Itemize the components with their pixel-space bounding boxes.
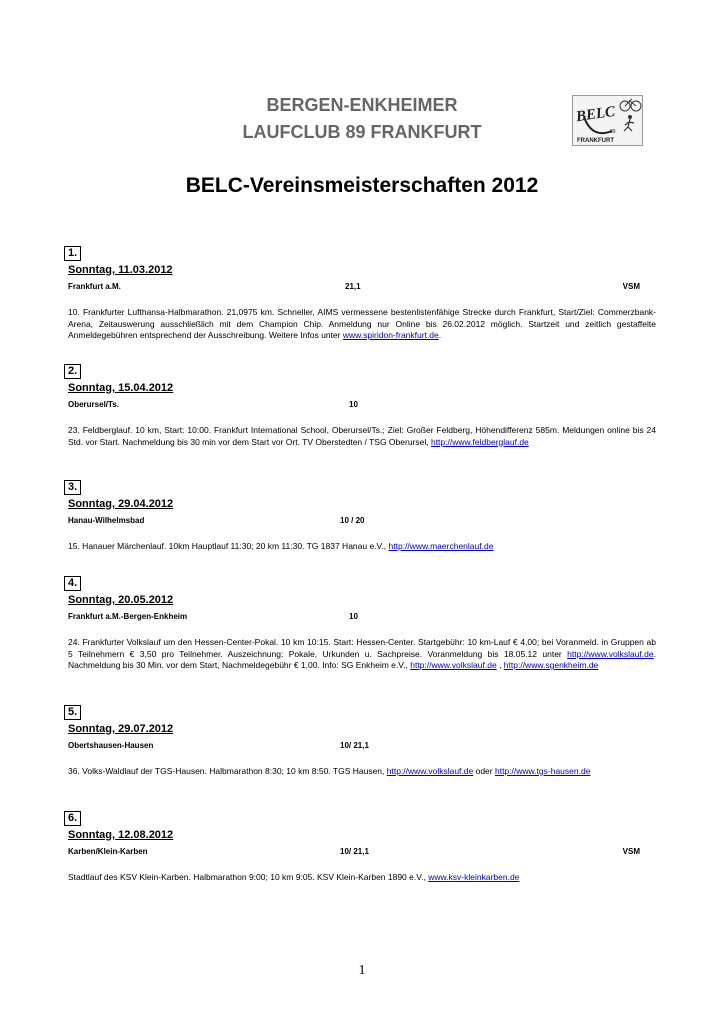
event-description <box>68 766 656 778</box>
description-text: 23. Feldberglauf. 10 km, Start: 10:00. Frankfurt International School, Oberursel/Ts.; Ziel: Großer Feldberg, Höhendifferenz 585m. Meldungen online bis 24 Std. vor Start. Nachmeldung bis 30 min vor dem Start vor Ort. TV Oberstedten / TSG Oberursel, <box>68 425 656 447</box>
event-1 <box>68 243 656 342</box>
event-description <box>68 425 656 448</box>
description-tail: . <box>438 330 442 340</box>
event-info <box>68 400 656 414</box>
logo-number: 89 <box>610 129 616 135</box>
description-text: 36. Volks-Waldlauf der TGS-Hausen. Halbmarathon 8:30; 10 km 8:50. TGS Hausen, <box>68 766 387 776</box>
event-description <box>68 872 656 884</box>
event-number: 3. <box>64 480 81 495</box>
event-number: 5. <box>64 705 81 720</box>
event-link[interactable]: http://www.volkslauf.de <box>567 648 654 659</box>
event-location: Oberursel/Ts. <box>68 400 119 409</box>
event-date: Sonntag, 12.08.2012 <box>68 829 174 841</box>
event-location: Karben/Klein-Karben <box>68 847 148 856</box>
event-vsm: VSM <box>622 847 640 856</box>
description-middle: . Nachmeldung bis 30 Min. vor dem Start, Nachmeldegebühr € 1,00. Info: SG Enkheim e.V., <box>68 648 656 670</box>
event-date: Sonntag, 11.03.2012 <box>68 264 173 276</box>
event-link[interactable]: http://www.volkslauf.de <box>386 766 474 776</box>
event-location: Frankfurt a.M.-Bergen-Enkheim <box>68 612 188 621</box>
event-distance: 21,1 <box>345 282 361 291</box>
event-distance: 10/ 21,1 <box>340 741 369 750</box>
event-info <box>68 847 656 861</box>
event-info <box>68 741 656 755</box>
description-text: Stadtlauf des KSV Klein-Karben. Halbmarathon 9:00; 10 km 9:05. KSV Klein-Karben 1890 e.V., <box>68 872 429 882</box>
event-number: 1. <box>64 246 81 261</box>
event-link[interactable]: http://www.feldberglauf.de <box>430 436 529 447</box>
event-link-2[interactable]: http://www.tgs-hausen.de <box>494 766 591 776</box>
org-name-line1: BERGEN-ENKHEIMER <box>266 95 458 115</box>
event-number: 4. <box>64 576 81 591</box>
event-info <box>68 516 656 530</box>
event-5 <box>68 702 656 778</box>
club-logo <box>572 95 643 146</box>
event-link-3[interactable]: http://www.sgenkheim.de <box>503 660 599 670</box>
page-number: 1 <box>358 963 366 978</box>
event-4 <box>68 573 656 672</box>
description-text: 24. Frankfurter Volkslauf um den Hessen-Center-Pokal. 10 km 10:15. Start: Hessen-Center. Startgebühr: 10 km-Lauf € 4,00; bei Voranmeld. in Gruppen ab 5 Teilnehmern € 3,50 pro Teilnehmer. Auszeichnung: Pokale, Urkunden u. Sachpreise. Voranmeldung bis 18.05.12 unter <box>68 637 656 659</box>
event-description <box>68 637 656 672</box>
event-date: Sonntag, 29.07.2012 <box>68 723 174 735</box>
event-date: Sonntag, 29.04.2012 <box>68 498 174 510</box>
event-link[interactable]: www.spiridon-frankfurt.de <box>342 330 439 340</box>
event-2 <box>68 361 656 448</box>
event-distance: 10 <box>349 612 358 621</box>
event-distance: 10/ 21,1 <box>340 847 369 856</box>
event-location: Frankfurt a.M. <box>68 282 121 291</box>
description-middle: oder <box>473 766 495 776</box>
event-location: Obertshausen-Hausen <box>68 741 154 750</box>
event-distance: 10 <box>349 400 358 409</box>
event-date: Sonntag, 20.05.2012 <box>68 594 174 606</box>
event-link[interactable]: www.ksv-kleinkarben.de <box>428 872 520 882</box>
org-name-line2: LAUFCLUB 89 FRANKFURT <box>242 122 482 142</box>
description-separator: , <box>496 660 504 670</box>
logo-text: BELC <box>575 103 617 126</box>
event-info <box>68 282 656 296</box>
event-link[interactable]: http://www.maerchenlauf.de <box>388 541 494 551</box>
event-link-2[interactable]: http://www.volkslauf.de <box>410 660 497 670</box>
event-date: Sonntag, 15.04.2012 <box>68 382 174 394</box>
event-description <box>68 541 656 553</box>
logo-subtitle: FRANKFURT <box>577 138 614 144</box>
event-number: 2. <box>64 364 81 379</box>
event-6 <box>68 808 656 884</box>
description-text: 15. Hanauer Märchenlauf. 10km Hauptlauf 11:30; 20 km 11:30. TG 1837 Hanau e.V., <box>68 541 389 551</box>
event-distance: 10 / 20 <box>340 516 365 525</box>
event-3 <box>68 477 656 553</box>
event-description <box>68 307 656 342</box>
event-info <box>68 612 656 626</box>
event-location: Hanau-Wilhelmsbad <box>68 516 145 525</box>
event-vsm: VSM <box>622 282 640 291</box>
event-number: 6. <box>64 811 81 826</box>
page-title: BELC-Vereinsmeisterschaften 2012 <box>185 174 539 197</box>
description-text: 10. Frankfurter Lufthansa-Halbmarathon. 21,0975 km. Schneller, AIMS vermessene bestenlistenfähige Strecke durch Frankfurt, Start/Ziel: Commerzbank-Arena, Zeitauswerung ausschließlich mit dem Champion Chip. Anmeldung nur Online bis 26.02.2012 möglich. Startzeit und zeitlich gestaffelte Anmeldegebühren entsprechend der Ausschreibung. Weitere Infos unter <box>68 307 656 340</box>
